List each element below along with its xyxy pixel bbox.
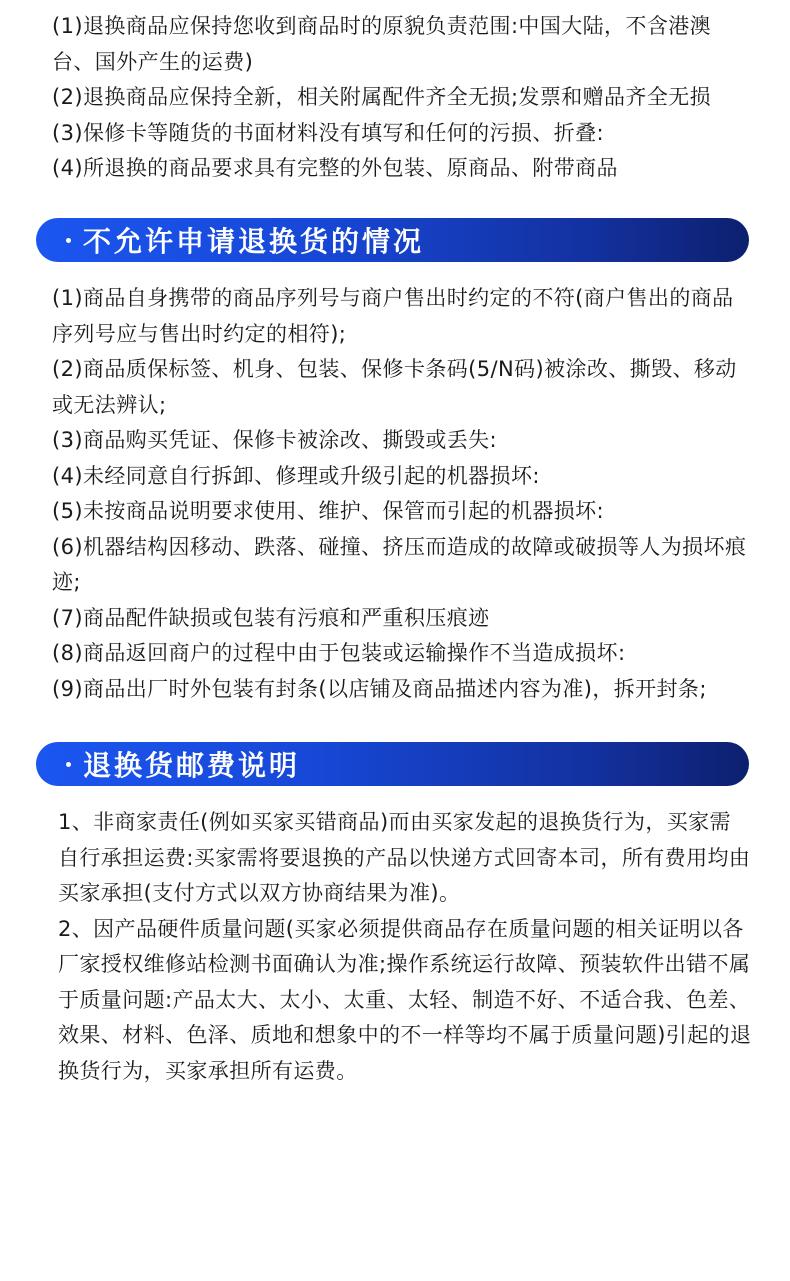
return-condition-4: (4)所退换的商品要求具有完整的外包装、原商品、附带商品: [52, 156, 618, 180]
not-allowed-item-5: (5)未按商品说明要求使用、维护、保管而引起的机器损坏:: [52, 499, 605, 523]
not-allowed-item-8: (8)商品返回商户的过程中由于包装或运输操作不当造成损坏:: [52, 641, 626, 665]
shipping-note-2: 2、因产品硬件质量问题(买家必须提供商品存在质量问题的相关证明以各厂家授权维修站检测书面确认为准;操作系统运行故障、预装软件出错不属于质量问题:产品太大、太小、太重、太轻、制造不好、不适合我、色差、效果、材料、色泽、质地和想象中的不一样等均不属于质量问题)引起的退换货行为，买家承担所有运费。: [58, 916, 752, 1083]
bullet-dot-icon: [66, 762, 71, 767]
not-allowed-item-6: (6)机器结构因移动、跌落、碰撞、挤压而造成的故障或破损等人为损坏痕迹;: [52, 534, 747, 594]
return-condition-3: (3)保修卡等随货的书面材料没有填写和任何的污损、折叠:: [52, 120, 605, 145]
not-allowed-item-7: (7)商品配件缺损或包装有污痕和严重积压痕迹: [52, 605, 490, 630]
shipping-note-1: 1、非商家责任(例如买家买错商品)而由买家发起的退换货行为，买家需自行承担运费:买家需将要退换的产品以快递方式回寄本司，所有费用均由买家承担(支付方式以双方协商结果为准)。: [58, 810, 751, 905]
not-allowed-section: [0, 281, 790, 707]
not-allowed-item-9: (9)商品出厂时外包装有封条(以店铺及商品描述内容为准)，拆开封条;: [52, 676, 707, 701]
not-allowed-item-4: (4)未经同意自行拆卸、修理或升级引起的机器损坏:: [52, 463, 540, 488]
return-conditions-section: [0, 9, 790, 187]
return-condition-2: (2)退换商品应保持全新，相关附属配件齐全无损;发票和赠品齐全无损: [52, 85, 712, 109]
shipping-section: [0, 805, 790, 1089]
return-condition-1: (1)退换商品应保持您收到商品时的原貌负责范围:中国大陆，不含港澳台、国外产生的运费): [52, 14, 712, 74]
not-allowed-item-1: (1)商品自身携带的商品序列号与商户售出时约定的不符(商户售出的商品序列号应与售出时约定的相符);: [52, 286, 734, 346]
not-allowed-item-3: (3)商品购买凭证、保修卡被涂改、撕毁或丢失:: [52, 428, 498, 452]
section-header-shipping: [36, 742, 749, 786]
bullet-dot-icon: [66, 238, 71, 243]
section-title-not-allowed: 不允许申请退换货的情况: [83, 225, 425, 258]
not-allowed-item-2: (2)商品质保标签、机身、包装、保修卡条码(5/N码)被涂改、撕毁、移动或无法辨认;: [52, 357, 737, 417]
section-header-not-allowed: [36, 218, 749, 262]
section-title-shipping: 退换货邮费说明: [83, 749, 301, 782]
